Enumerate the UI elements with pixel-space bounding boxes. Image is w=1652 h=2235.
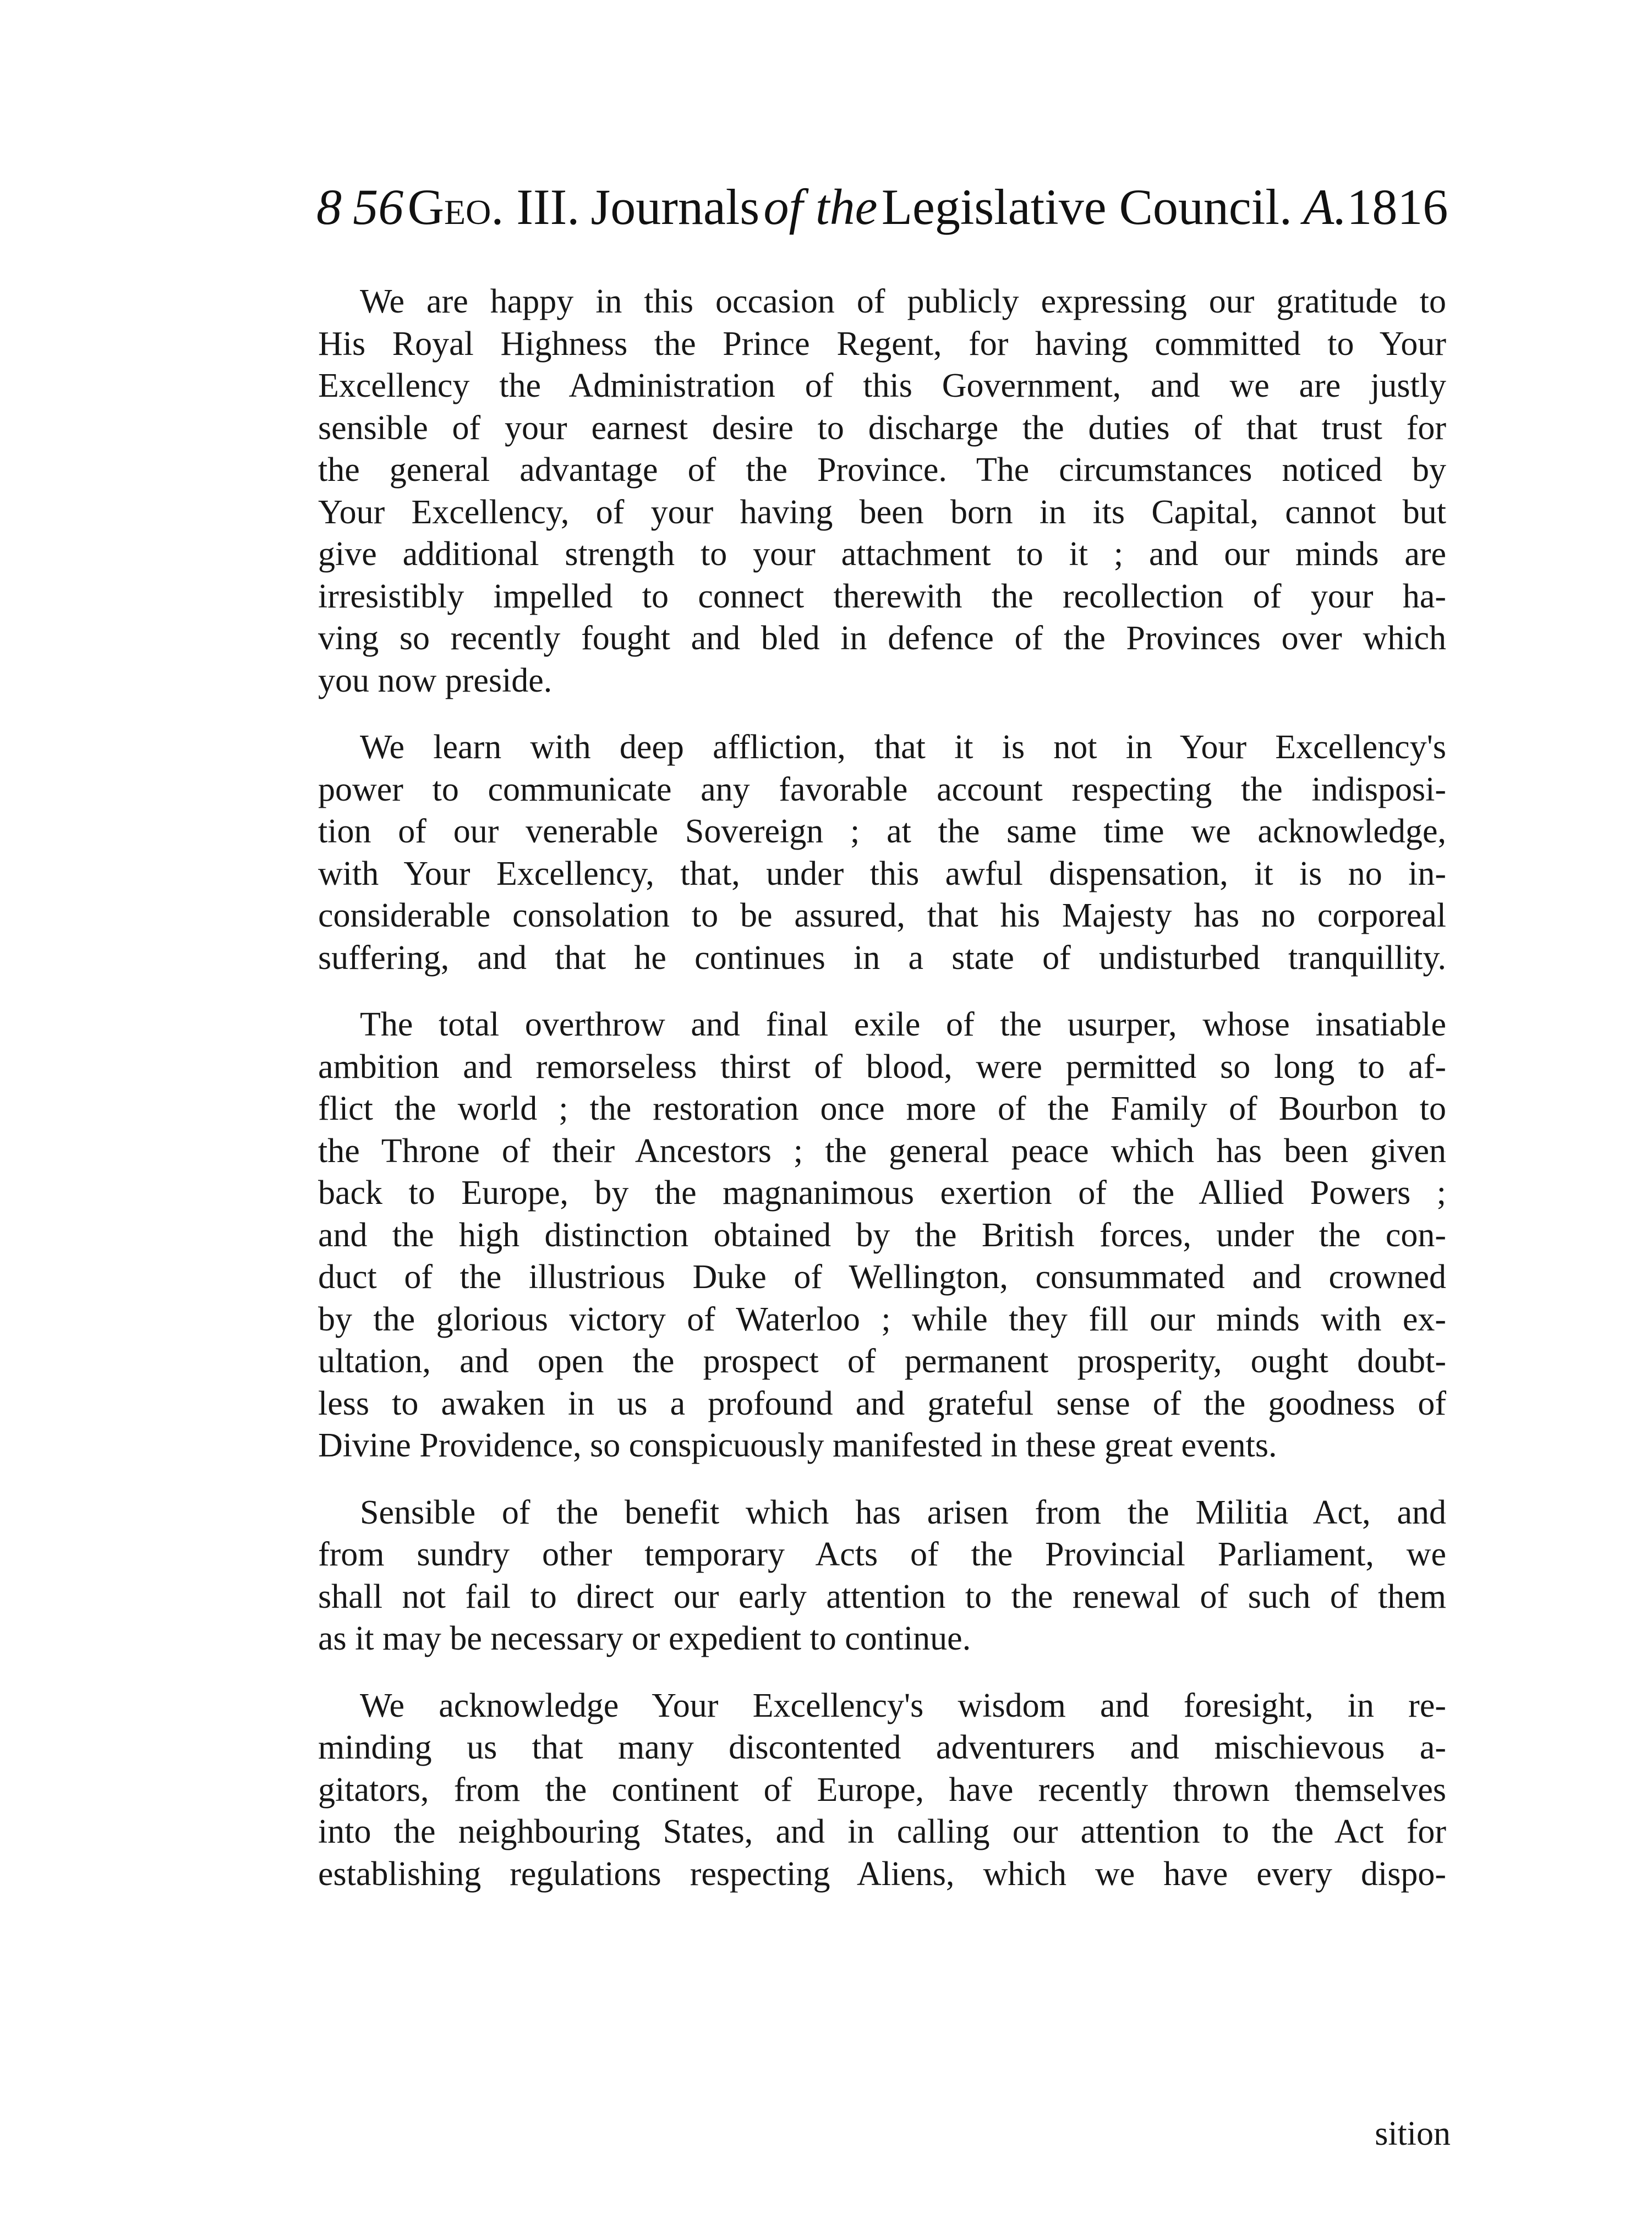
text-line: less to awaken in us a profound and grateful sense of the goodness of [318,1384,1446,1422]
text-line: with Your Excellency, that, under this awful dispensation, it is no in- [318,854,1446,892]
text-line: duct of the illustrious Duke of Wellington, consummated and crowned [318,1258,1446,1296]
text-line: from sundry other temporary Acts of the Provincial Parliament, we [318,1536,1446,1573]
text-line: Divine Providence, so conspicuously manifested in these great events. [318,1427,1277,1464]
text-line: the Throne of their Ancestors ; the general peace which has been given [318,1132,1446,1170]
journal-title-end: Legislative Council. [881,179,1292,235]
text-line: flict the world ; the restoration once more of the Family of Bourbon to [318,1090,1446,1127]
text-line: gitators, from the continent of Europe, have recently thrown themselves [318,1771,1446,1809]
text-line: suffering, and that he continues in a state of undisturbed tranquillity. [318,939,1446,977]
journal-text [318,281,1446,1920]
text-line: and the high distinction obtained by the British forces, under the con- [318,1216,1446,1254]
text-line: the general advantage of the Province. The circumstances noticed by [318,451,1446,489]
text-line: Excellency the Administration of this Government, and we are justly [318,367,1446,404]
text-line: ving so recently fought and bled in defence of the Provinces over which [318,620,1446,657]
paragraph-gratitude [318,281,1446,702]
paragraph-sovereign [318,726,1446,979]
text-line: give additional strength to your attachment to it ; and our minds are [318,535,1446,573]
journal-title-start: Journals [590,179,760,235]
text-line: by the glorious victory of Waterloo ; while they fill our minds with ex- [318,1300,1446,1338]
text-line: power to communicate any favorable account respecting the indisposi- [318,770,1446,808]
year: 1816 [1347,179,1448,235]
regnal-year: 56 [353,179,404,235]
text-line: shall not fail to direct our early attention to the renewal of such of them [318,1577,1446,1615]
journal-title-italic: of the [763,179,878,235]
text-line: irresistibly impelled to connect therewith the recollection of your ha- [318,577,1446,615]
text-line: establishing regulations respecting Aliens, which we have every dispo- [318,1855,1446,1893]
page-number: 8 [316,179,342,235]
text-line: We learn with deep affliction, that it is not in Your Excellency's [360,728,1446,766]
text-line: considerable consolation to be assured, that his Majesty has no corporeal [318,897,1446,934]
text-line: as it may be necessary or expedient to continue. [318,1620,971,1657]
text-line: back to Europe, by the magnanimous exertion of the Allied Powers ; [318,1174,1446,1212]
text-line: minding us that many discontented adventurers and mischievous a- [318,1729,1446,1766]
text-line: Your Excellency, of your having been born in its Capital, cannot but [318,493,1446,531]
paragraph-aliens [318,1685,1446,1896]
text-line: sensible of your earnest desire to discharge the duties of that trust for [318,409,1446,447]
text-line: Sensible of the benefit which has arisen from the Militia Act, and [360,1493,1446,1531]
running-head [316,179,1461,264]
year-label: A. [1303,179,1347,235]
text-line: tion of our venerable Sovereign ; at the same time we acknowledge, [318,813,1446,850]
text-line: into the neighbouring States, and in calling our attention to the Act for [318,1813,1446,1850]
catchword: sition [1375,2115,1451,2152]
text-line: We are happy in this occasion of publicly expressing our gratitude to [360,283,1446,320]
text-line: you now preside. [318,661,553,699]
paragraph-events [318,1004,1446,1467]
text-line: The total overthrow and final exile of the usurper, whose insatiable [360,1006,1446,1043]
text-line: ambition and remorseless thirst of blood, were permitted so long to af- [318,1048,1446,1086]
text-line: ultation, and open the prospect of permanent prosperity, ought doubt- [318,1343,1446,1380]
monarch-abbreviation: Geo. III. [407,179,580,235]
text-line: His Royal Highness the Prince Regent, for having committed to Your [318,325,1446,363]
text-line: We acknowledge Your Excellency's wisdom and foresight, in re- [360,1686,1446,1724]
paragraph-militia [318,1492,1446,1660]
